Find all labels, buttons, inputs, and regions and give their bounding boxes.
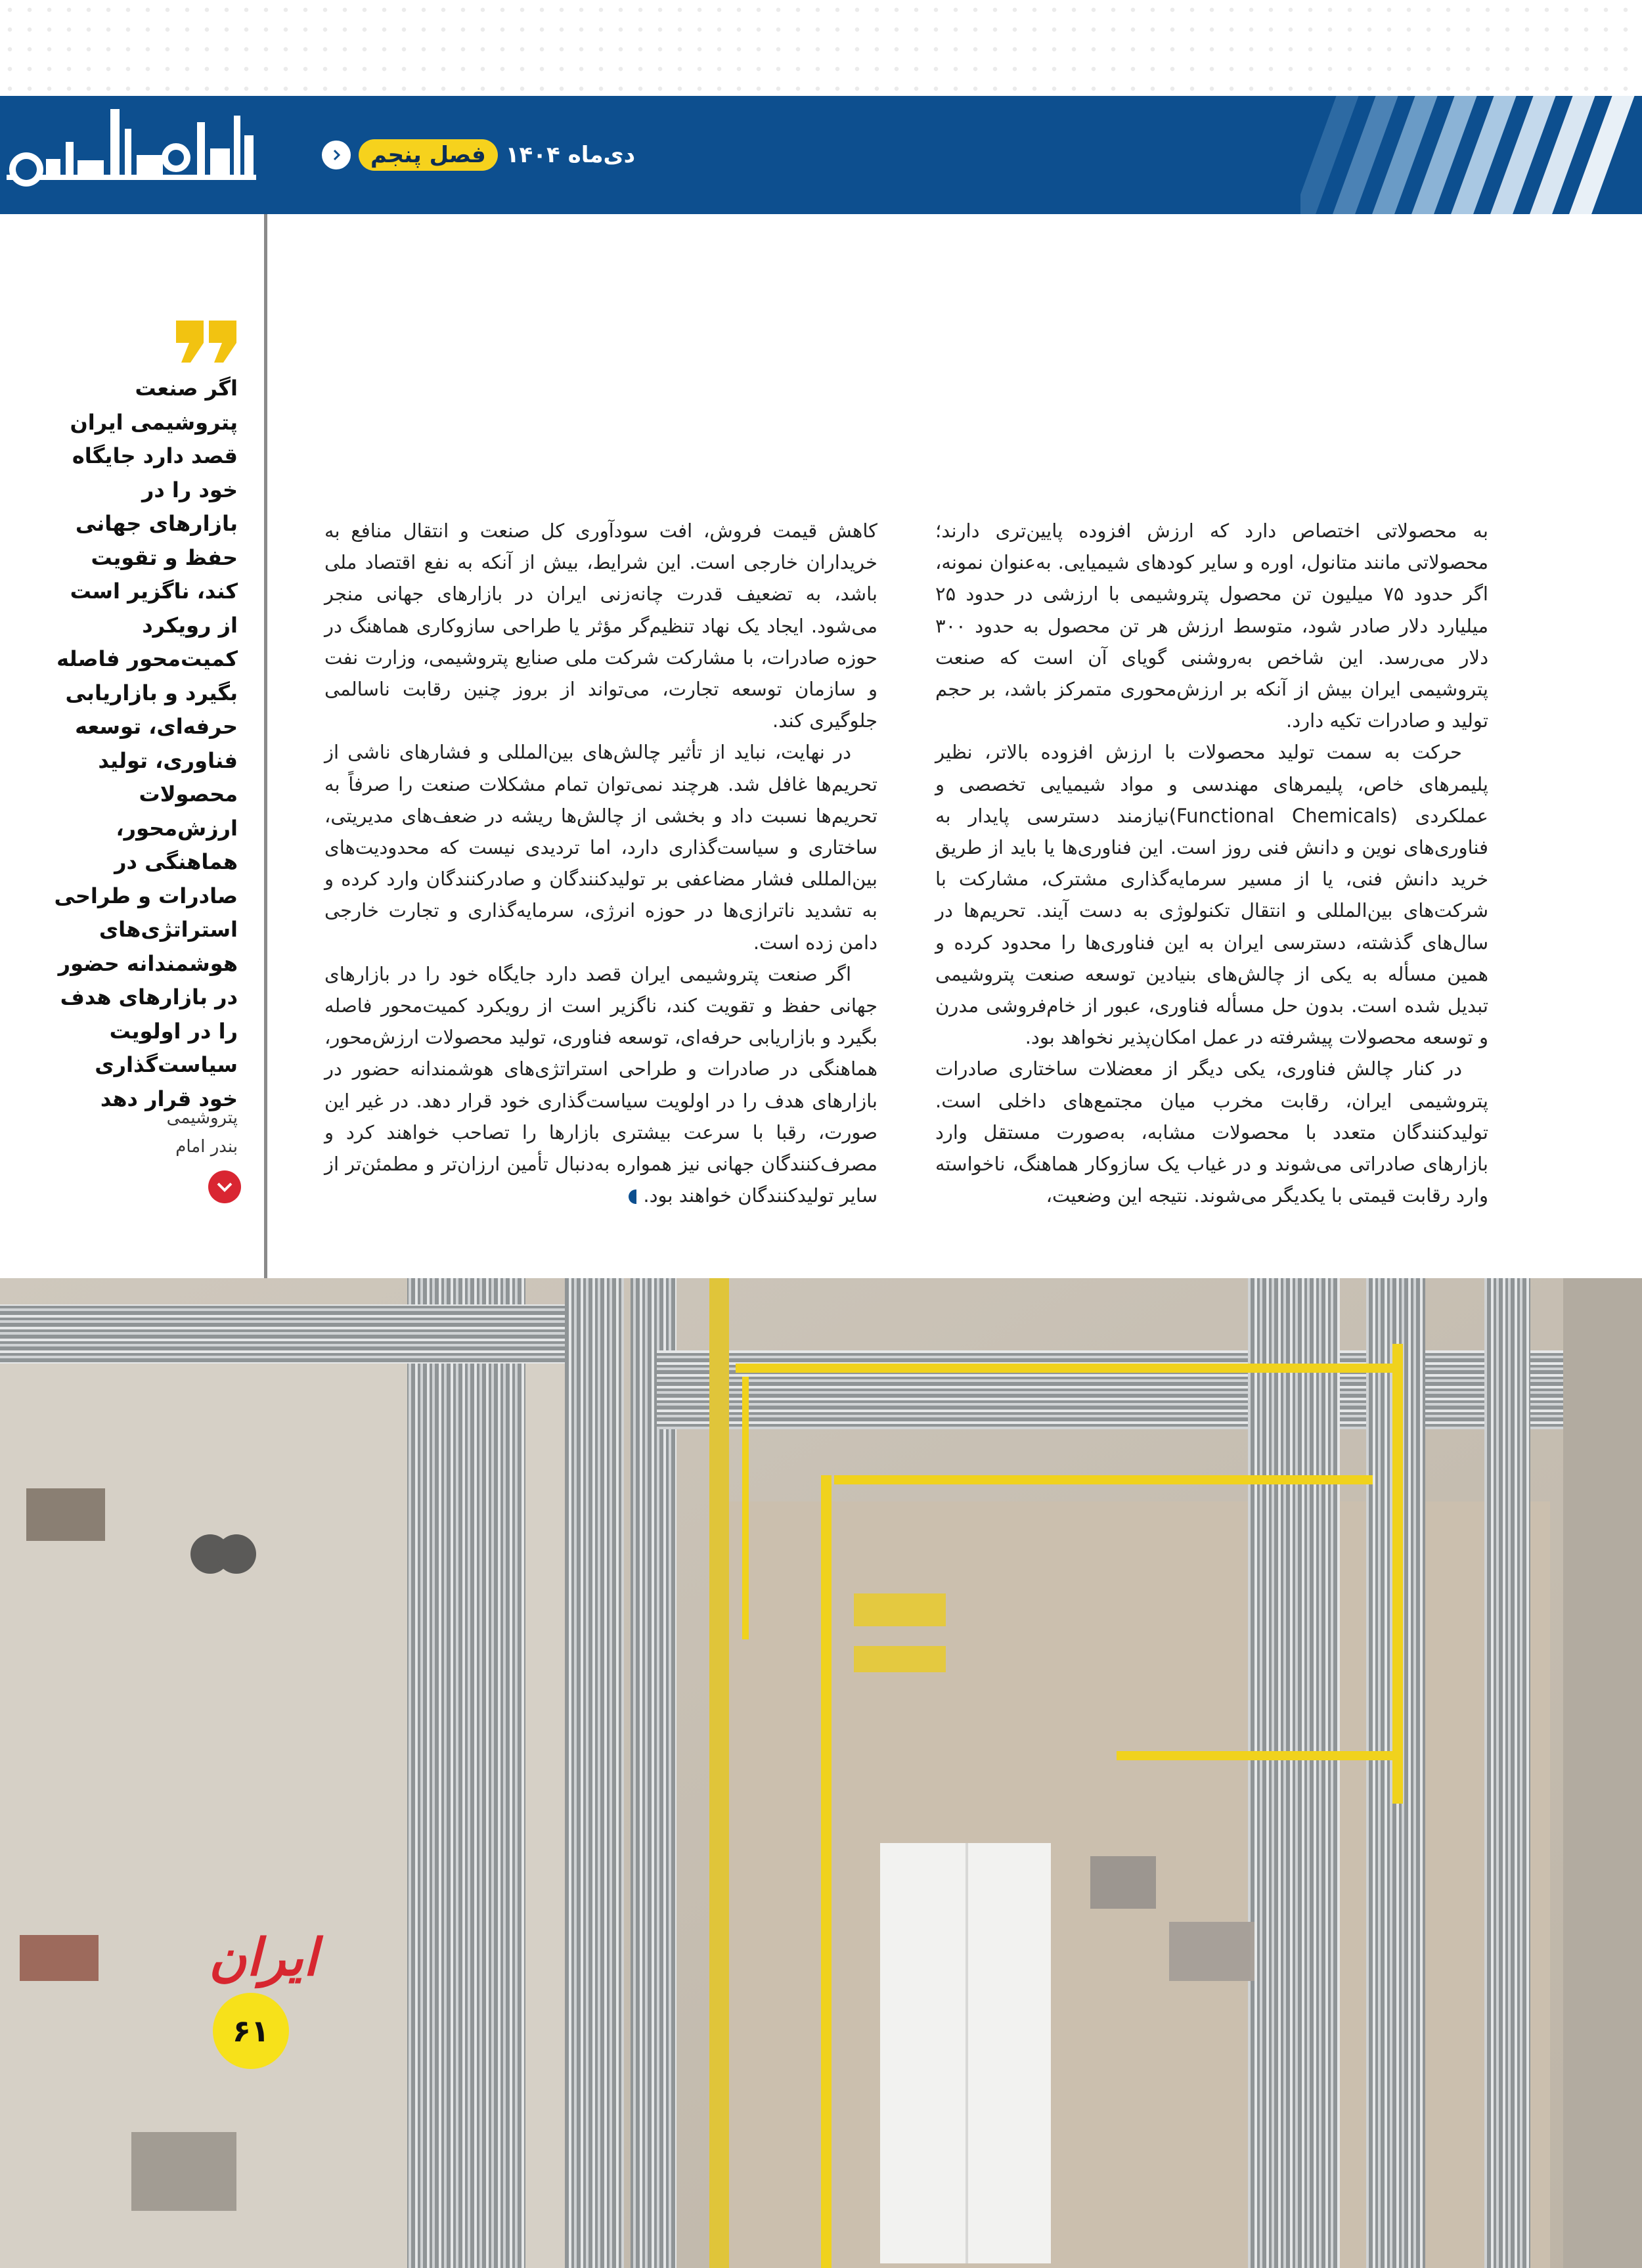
quote-source-line-2: بندر امام <box>175 1137 238 1157</box>
pull-quote: اگر صنعت پتروشیمی ایران قصد دارد جایگاه خود را در بازارهای جهانی حفظ و تقویت کند، ناگزیر است از رویکرد کمیت‌محور فاصله بگیرد و بازاریابی حرفه‌ای، توسعه فناوری، تولید محصولات ارزش‌محور، هماهنگی در صادرات و طراحی استراتژی‌های هوشمندانه حضور در بازارهای هدف را در اولویت سیاست‌گذاری خود قرار دهد <box>54 376 238 1111</box>
quote-source-line-1: پتروشیمی <box>166 1108 238 1128</box>
quote-mark-icon <box>176 321 236 363</box>
paragraph: در نهایت، نباید از تأثیر چالش‌های بین‌المللی و فشارهای ناشی از تحریم‌ها غافل شد. هرچند نمی‌توان تمام مشکلات صنعت را صرفاً به تحریم‌ها نسبت داد و بخشی از چالش‌ها ریشه در ضعف‌های مدیریتی، ساختاری و سیاست‌گذاری دارد، اما تردیدی نیست که محدودیت‌های بین‌المللی فشار مضاعفی بر تولیدکنندگان و صادرکنندگان وارد کرده و به تشدید ناترازی‌ها در حوزه انرژی، سرمایه‌گذاری و تجارت خارجی دامن زده است. <box>324 741 877 954</box>
brand-logo: ایران <box>209 1928 318 1988</box>
article-column-left <box>324 515 877 1211</box>
paragraph-last <box>324 958 877 1212</box>
paragraph: در کنار چالش فناوری، یکی دیگر از معضلات ساختاری صادرات پتروشیمی ایران، رقابت مخرب میان مجتمع‌های داخلی است. تولیدکنندگان متعدد با محصولات مشابه، به‌صورت مستقل وارد بازارهای صادراتی می‌شوند و در غیاب یک سازوکار هماهنگ، ناخواسته وارد رقابت قیمتی با یکدیگر می‌شوند. نتیجه این وضعیت، <box>935 1057 1488 1207</box>
refinery-skyline-icon <box>0 96 263 214</box>
paragraph: به محصولاتی اختصاص دارد که ارزش افزوده پایین‌تری دارند؛ محصولاتی مانند متانول، اوره و سایر کودهای شیمیایی. به‌عنوان نمونه، اگر حدود ۷۵ میلیون تن محصول پتروشیمی با ارزشی در حدود ۲۵ میلیارد دلار صادر شود، متوسط ارزش هر تن محصول به حدود ۳۰۰ دلار می‌رسد. این شاخص به‌روشنی گویای آن است که صنعت پتروشیمی ایران بیش از آنکه بر ارزش‌محوری متمرکز باشد، بر حجم تولید و صادرات تکیه دارد. <box>935 520 1488 732</box>
quote-source <box>131 1103 238 1161</box>
header-stripes <box>1300 96 1642 214</box>
chevron-right-icon[interactable] <box>322 141 351 169</box>
header-label <box>322 137 635 173</box>
paragraph: کاهش قیمت فروش، افت سودآوری کل صنعت و انتقال منافع به خریداران خارجی است. این شرایط، بیش از آنکه به نفع اقتصاد ملی باشد، به تضعیف قدرت چانه‌زنی ایران در بازارهای جهانی منجر می‌شود. ایجاد یک نهاد تنظیم‌گر مؤثر یا طراحی سازوکاری هماهنگ در حوزه صادرات، با مشارکت شرکت ملی صنایع پتروشیمی، وزارت نفت و سازمان توسعه تجارت، می‌تواند از بروز چنین رقابت ناسالمی جلوگیری کند. <box>324 520 877 732</box>
aerial-photo-illustration <box>0 1278 1642 2268</box>
refinery-aerial-photo <box>0 1278 1642 2268</box>
page-number: ۶۱ <box>213 1993 289 2069</box>
dotted-background <box>0 0 1642 92</box>
paragraph: اگر صنعت پتروشیمی ایران قصد دارد جایگاه خود را در بازارهای جهانی حفظ و تقویت کند، ناگزیر است از رویکرد کمیت‌محور فاصله بگیرد و بازاریابی حرفه‌ای، توسعه فناوری، تولید محصولات ارزش‌محور، هماهنگی در صادرات و طراحی استراتژی‌های هوشمندانه حضور در بازارهای هدف را در اولویت سیاست‌گذاری خود قرار دهد. در غیر این صورت، رقبا با سرعت بیشتری بازارها را تصاحب خواهند کرد و مصرف‌کنندگان جهانی نیز همواره به‌دنبال تأمین ارزان‌تر و مطمئن‌تر از سایر تولیدکنندگان خواهند بود. <box>324 962 877 1207</box>
end-mark-icon <box>629 1190 636 1204</box>
chapter-pill: فصل پنجم <box>359 139 498 171</box>
article-column-right <box>935 515 1488 1211</box>
paragraph: حرکت به سمت تولید محصولات با ارزش افزوده بالاتر، نظیر پلیمرهای خاص، پلیمرهای مهندسی و مواد شیمیایی تخصصی و عملکردی (Functional Chemicals)نیازمند دسترسی پایدار به فناوری‌های نوین و دانش فنی روز است. این فناوری‌ها یا باید از طریق خرید دانش فنی، یا از مسیر سرمایه‌گذاری مشترک، مشارکت با شرکت‌های بین‌المللی و انتقال تکنولوژی به دست آیند. تحریم‌ها در سال‌های گذشته، دسترسی ایران به این فناوری‌ها را محدود کرده و همین مسأله به یکی از چالش‌های بنیادین توسعه صنعت پتروشیمی تبدیل شده است. بدون حل مسأله فناوری، عبور از خام‌فروشی مدرن و توسعه محصولات پیشرفته در عمل امکان‌پذیر نخواهد بود. <box>935 741 1488 1049</box>
chevron-down-icon <box>208 1170 241 1203</box>
issue-date: دی‌ماه ۱۴۰۴ <box>505 142 636 168</box>
sidebar-divider <box>264 214 267 1278</box>
